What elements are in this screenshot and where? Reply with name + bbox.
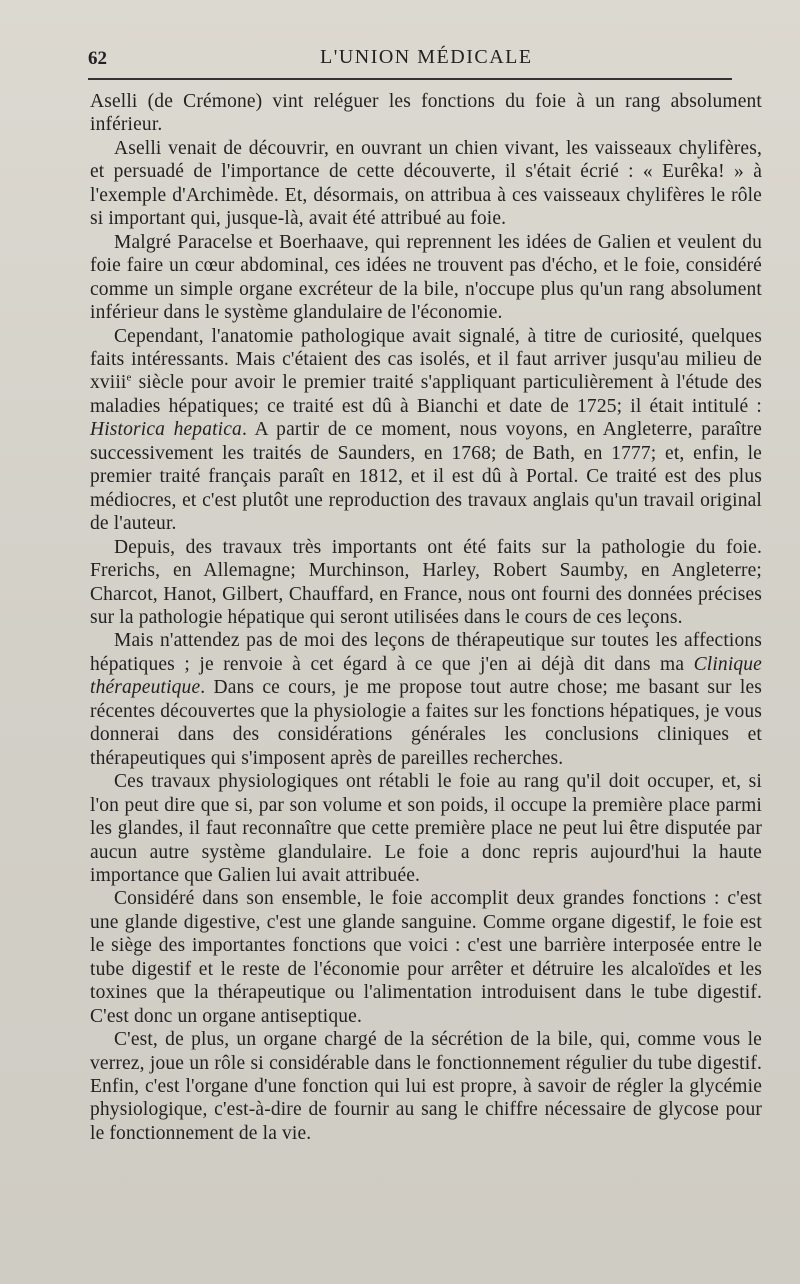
italic-title: Historica hepatica [90, 419, 242, 441]
paragraph [90, 1028, 762, 1145]
page-header [88, 42, 760, 82]
text-run: Mais n'attendez pas de moi des leçons de thérapeutique sur toutes les affections hépatiques ; je renvoie à cet égard à ce que j'en ai déjà dit dans ma [90, 630, 762, 675]
text-run: Ces travaux physiologiques ont rétabli le foie au rang qu'il doit occuper, et, si l'on peut dire que si, par son volume et son poids, il occupe la première place parmi les glandes, il faut reconnaître que cette première place ne peut lui être disputée par aucun autre système glandulaire. Le foie a donc repris aujourd'hui la haute importance que Galien lui avait attribuée. [90, 771, 762, 886]
italic-title: Clinique thérapeutique [90, 653, 762, 699]
running-title: L'UNION MÉDICALE [320, 46, 533, 68]
text-run: Aselli venait de découvrir, en ouvrant un chien vivant, les vaisseaux chylifères, et persuadé de l'importance de cette découverte, il s'était écrié : « Eurêka! » à l'exemple d'Archimède. Et, désormais, on attribua à ces vaisseaux chylifères le rôle si important qui, jusque-là, avait été attribué au foie. [90, 137, 762, 230]
paragraph [90, 536, 762, 630]
paragraph [90, 137, 762, 231]
page-number: 62 [88, 48, 107, 69]
text-run: Depuis, des travaux très importants ont été faits sur la pathologie du foie. Frerichs, en Allemagne; Murchinson, Harley, Robert Saumby, en Angleterre; Charcot, Hanot, Gilbert, Chauffard, en France, nous ont fourni des données précises sur la pathologie hépatique qui seront utilisées dans le cours de ces leçons. [90, 536, 762, 628]
text-run: Cependant, l'anatomie pathologique avait signalé, à titre de curiosité, quelques faits intéressants. Mais c'étaient des cas isolés, et il faut arriver jusqu'au milieu de xviii [90, 325, 762, 394]
article-body [90, 90, 762, 1145]
text-run: . Dans ce cours, je me propose tout autre chose; me basant sur les récentes découvertes que la physiologie a faites sur les fonctions hépatiques, je vous donnerai dans des considérations générales les conclusions cliniques et thérapeutiques qui s'imposent après de pareilles recherches. [90, 677, 762, 769]
paragraph [90, 90, 762, 137]
text-run: . A partir de ce moment, nous voyons, en Angleterre, paraître successivement les traités de Saunders, en 1768; de Bath, en 1777; et, enfin, le premier traité français paraît en 1812, et il est dû à Portal. Ce traité est des plus médiocres, et c'est plutôt une reproduction des travaux anglais qu'un travail original de l'auteur. [90, 419, 762, 535]
text-run: Considéré dans son ensemble, le foie accomplit deux grandes fonctions : c'est une glande digestive, c'est une glande sanguine. Comme organe digestif, le foie est le siège des importantes fonctions que voici : c'est une barrière interposée entre le tube digestif et le reste de l'économie pour arrêter et détruire les alcaloïdes et les toxines que la thérapeutique ou l'alimentation introduisent dans le tube digestif. C'est donc un organe antiseptique. [90, 888, 762, 1027]
paragraph [90, 325, 762, 536]
superscript: e [126, 371, 132, 384]
text-run: siècle pour avoir le premier traité s'appliquant particulièrement à l'étude des maladies hépatiques; ce traité est dû à Bianchi et date de 1725; il était intitulé : [90, 372, 762, 417]
paragraph [90, 887, 762, 1028]
paragraph [90, 629, 762, 770]
text-run: Malgré Paracelse et Boerhaave, qui reprennent les idées de Galien et veulent du foie faire un cœur abdominal, ces idées ne trouvent pas d'écho, et le foie, considéré comme un simple organe excréteur de la bile, n'occupe plus qu'un rang absolument inférieur dans le système glandulaire de l'économie. [90, 231, 762, 324]
text-run: Aselli (de Crémone) vint reléguer les fonctions du foie à un rang absolument inférieur. [90, 91, 762, 136]
header-rule [88, 78, 732, 80]
paragraph [90, 770, 762, 887]
paragraph [90, 231, 762, 325]
text-run: C'est, de plus, un organe chargé de la sécrétion de la bile, qui, comme vous le verrez, joue un rôle si considérable dans le fonctionnement régulier du tube digestif. Enfin, c'est l'organe d'une fonction qui lui est propre, à savoir de régler la glycémie physiologique, c'est-à-dire de fournir au sang le chiffre nécessaire de glycose pour le fonctionnement de la vie. [90, 1029, 762, 1144]
